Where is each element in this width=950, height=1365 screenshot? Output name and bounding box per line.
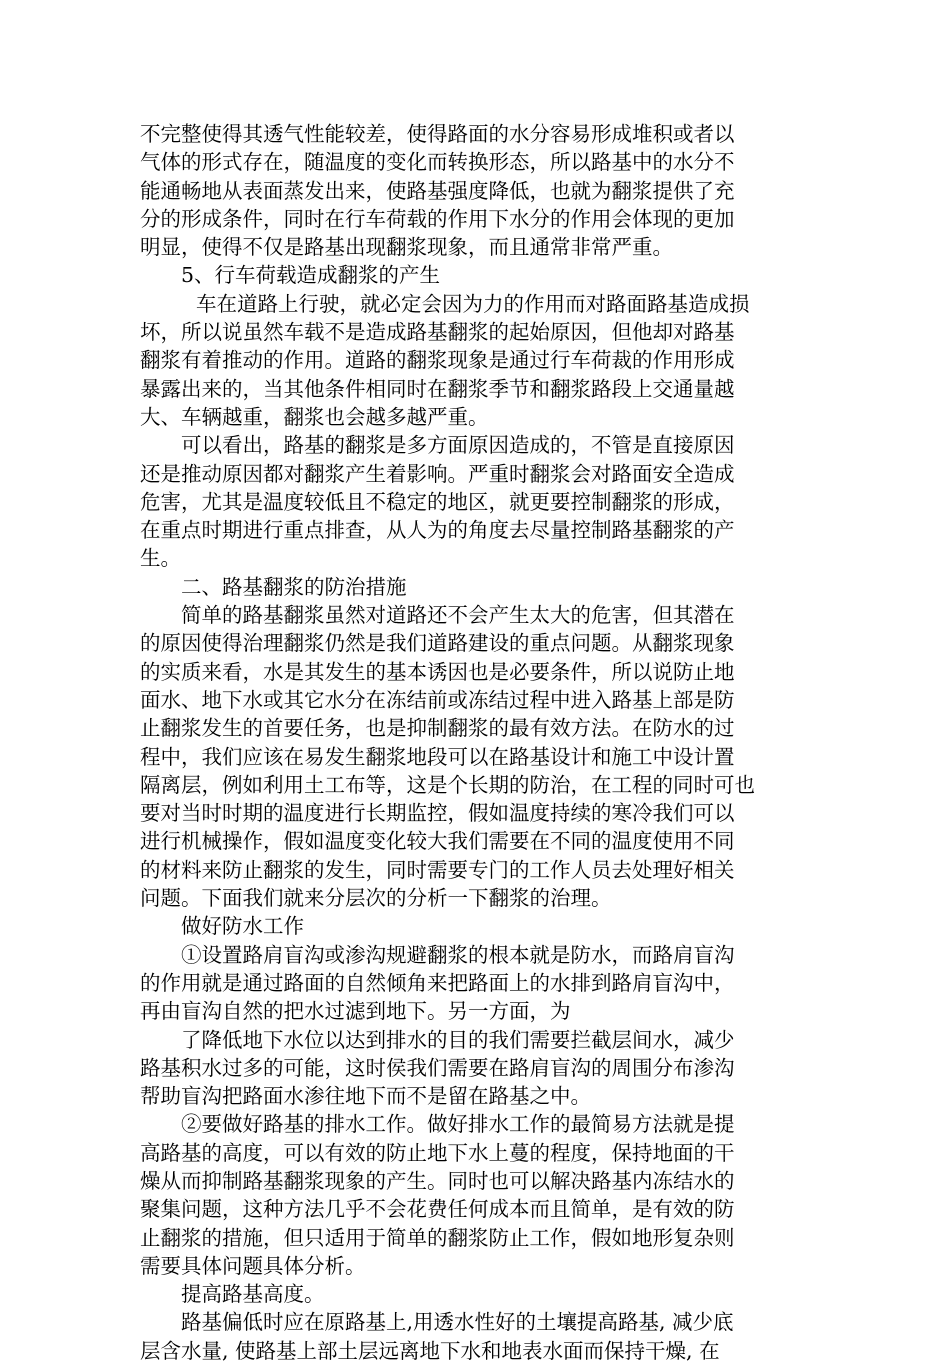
text-line: ①设置路肩盲沟或渗沟规避翻浆的根本就是防水，而路肩盲沟 [181,942,735,967]
paragraph [140,601,810,912]
text-line: 生。 [140,546,181,571]
text-line: 燥从而抑制路基翻浆现象的产生。同时也可以解决路基内冻结水的 [140,1168,735,1193]
text-line: 帮助盲沟把路面水渗往地下而不是留在路基之中。 [140,1084,591,1109]
text-line: 路基偏低时应在原路基上,用透水性好的土壤提高路基, 减少底 [181,1310,734,1335]
text-line: 了降低地下水位以达到排水的目的我们需要拦截层间水，减少 [181,1027,735,1052]
text-line: 要对当时时期的温度进行长期监控，假如温度持续的寒冷我们可以 [140,801,735,826]
subsection-heading: 提高路基高度。 [181,1282,325,1307]
section-heading: 二、路基翻浆的防治措施 [181,574,407,599]
document-body [140,120,810,1365]
text-line: 高路基的高度，可以有效的防止地下水上蔓的程度，保持地面的干 [140,1140,735,1165]
text-line: 路基积水过多的可能，这时侯我们需要在路肩盲沟的周围分布渗沟 [140,1055,735,1080]
text-line: 程中，我们应该在易发生翻浆地段可以在路基设计和施工中设计置 [140,744,735,769]
text-line: 问题。下面我们就来分层次的分析一下翻浆的治理。 [140,886,612,911]
text-line: 在重点时期进行重点排查，从人为的角度去尽量控制路基翻浆的产 [140,518,735,543]
text-line: 聚集问题，这种方法几乎不会花费任何成本而且简单，是有效的防 [140,1197,735,1222]
text-line: 不完整使得其透气性能较差，使得路面的水分容易形成堆积或者以 [140,122,735,146]
text-line: 大、车辆越重，翻浆也会越多越严重。 [140,404,489,429]
text-line: 危害，尤其是温度较低且不稳定的地区，就更要控制翻浆的形成， [140,489,735,514]
text-line: 止翻浆的措施，但只适用于简单的翻浆防止工作，假如地形复杂则 [140,1225,735,1250]
text-line: 明显，使得不仅是路基出现翻浆现象，而且通常非常严重。 [140,235,673,260]
text-line: 再由盲沟自然的把水过滤到地下。另一方面，为 [140,999,571,1024]
text-line: 的实质来看，水是其发生的基本诱因也是必要条件，所以说防止地 [140,659,735,684]
paragraph-continuation [140,120,810,261]
text-line: 暴露出来的，当其他条件相同时在翻浆季节和翻浆路段上交通量越 [140,376,735,401]
text-line: 坏，所以说虽然车载不是造成路基翻浆的起始原因，但他却对路基 [140,320,735,345]
text-line: ②要做好路基的排水工作。做好排水工作的最简易方法就是提 [181,1112,735,1137]
text-line: 进行机械操作，假如温度变化较大我们需要在不同的温度使用不同 [140,829,735,854]
text-line: 层含水量, 使路基上部土层远离地下水和地表水面而保持干燥, 在 [140,1338,720,1363]
text-line: 的作用就是通过路面的自然倾角来把路面上的水排到路肩盲沟中， [140,970,735,995]
text-line: 分的形成条件，同时在行车荷载的作用下水分的作用会体现的更加 [140,206,735,231]
text-line: 隔离层，例如利用土工布等，这是个长期的防治，在工程的同时可也 [140,772,755,797]
text-line: 的材料来防止翻浆的发生，同时需要专门的工作人员去处理好相关 [140,857,735,882]
subsection-heading: 做好防水工作 [181,914,304,939]
text-line: 气体的形式存在，随温度的变化而转换形态，所以路基中的水分不 [140,150,735,175]
paragraph [140,290,810,431]
text-line: 翻浆有着推动的作用。道路的翻浆现象是通过行车荷裁的作用形成 [140,348,735,373]
text-line: 还是推动原因都对翻浆产生着影响。严重时翻浆会对路面安全造成 [140,461,735,486]
paragraph [140,1110,810,1280]
text-line: 可以看出，路基的翻浆是多方面原因造成的，不管是直接原因 [181,433,735,458]
text-line: 车在道路上行驶，就必定会因为力的作用而对路面路基造成损 [196,291,750,316]
text-line: 能通畅地从表面蒸发出来，使路基强度降低，也就为翻浆提供了充 [140,178,735,203]
paragraph [140,941,810,1111]
text-line: 面水、地下水或其它水分在冻结前或冻结过程中进入路基上部是防 [140,687,735,712]
paragraph [140,1308,810,1365]
text-line: 的原因使得治理翻浆仍然是我们道路建设的重点问题。从翻浆现象 [140,631,735,656]
text-line: 需要具体问题具体分析。 [140,1253,366,1278]
paragraph [140,431,810,572]
text-line: 止翻浆发生的首要任务，也是抑制翻浆的最有效方法。在防水的过 [140,716,735,741]
text-line: 简单的路基翻浆虽然对道路还不会产生太大的危害，但其潜在 [181,603,735,628]
section-heading: 5、行车荷载造成翻浆的产生 [181,263,441,288]
